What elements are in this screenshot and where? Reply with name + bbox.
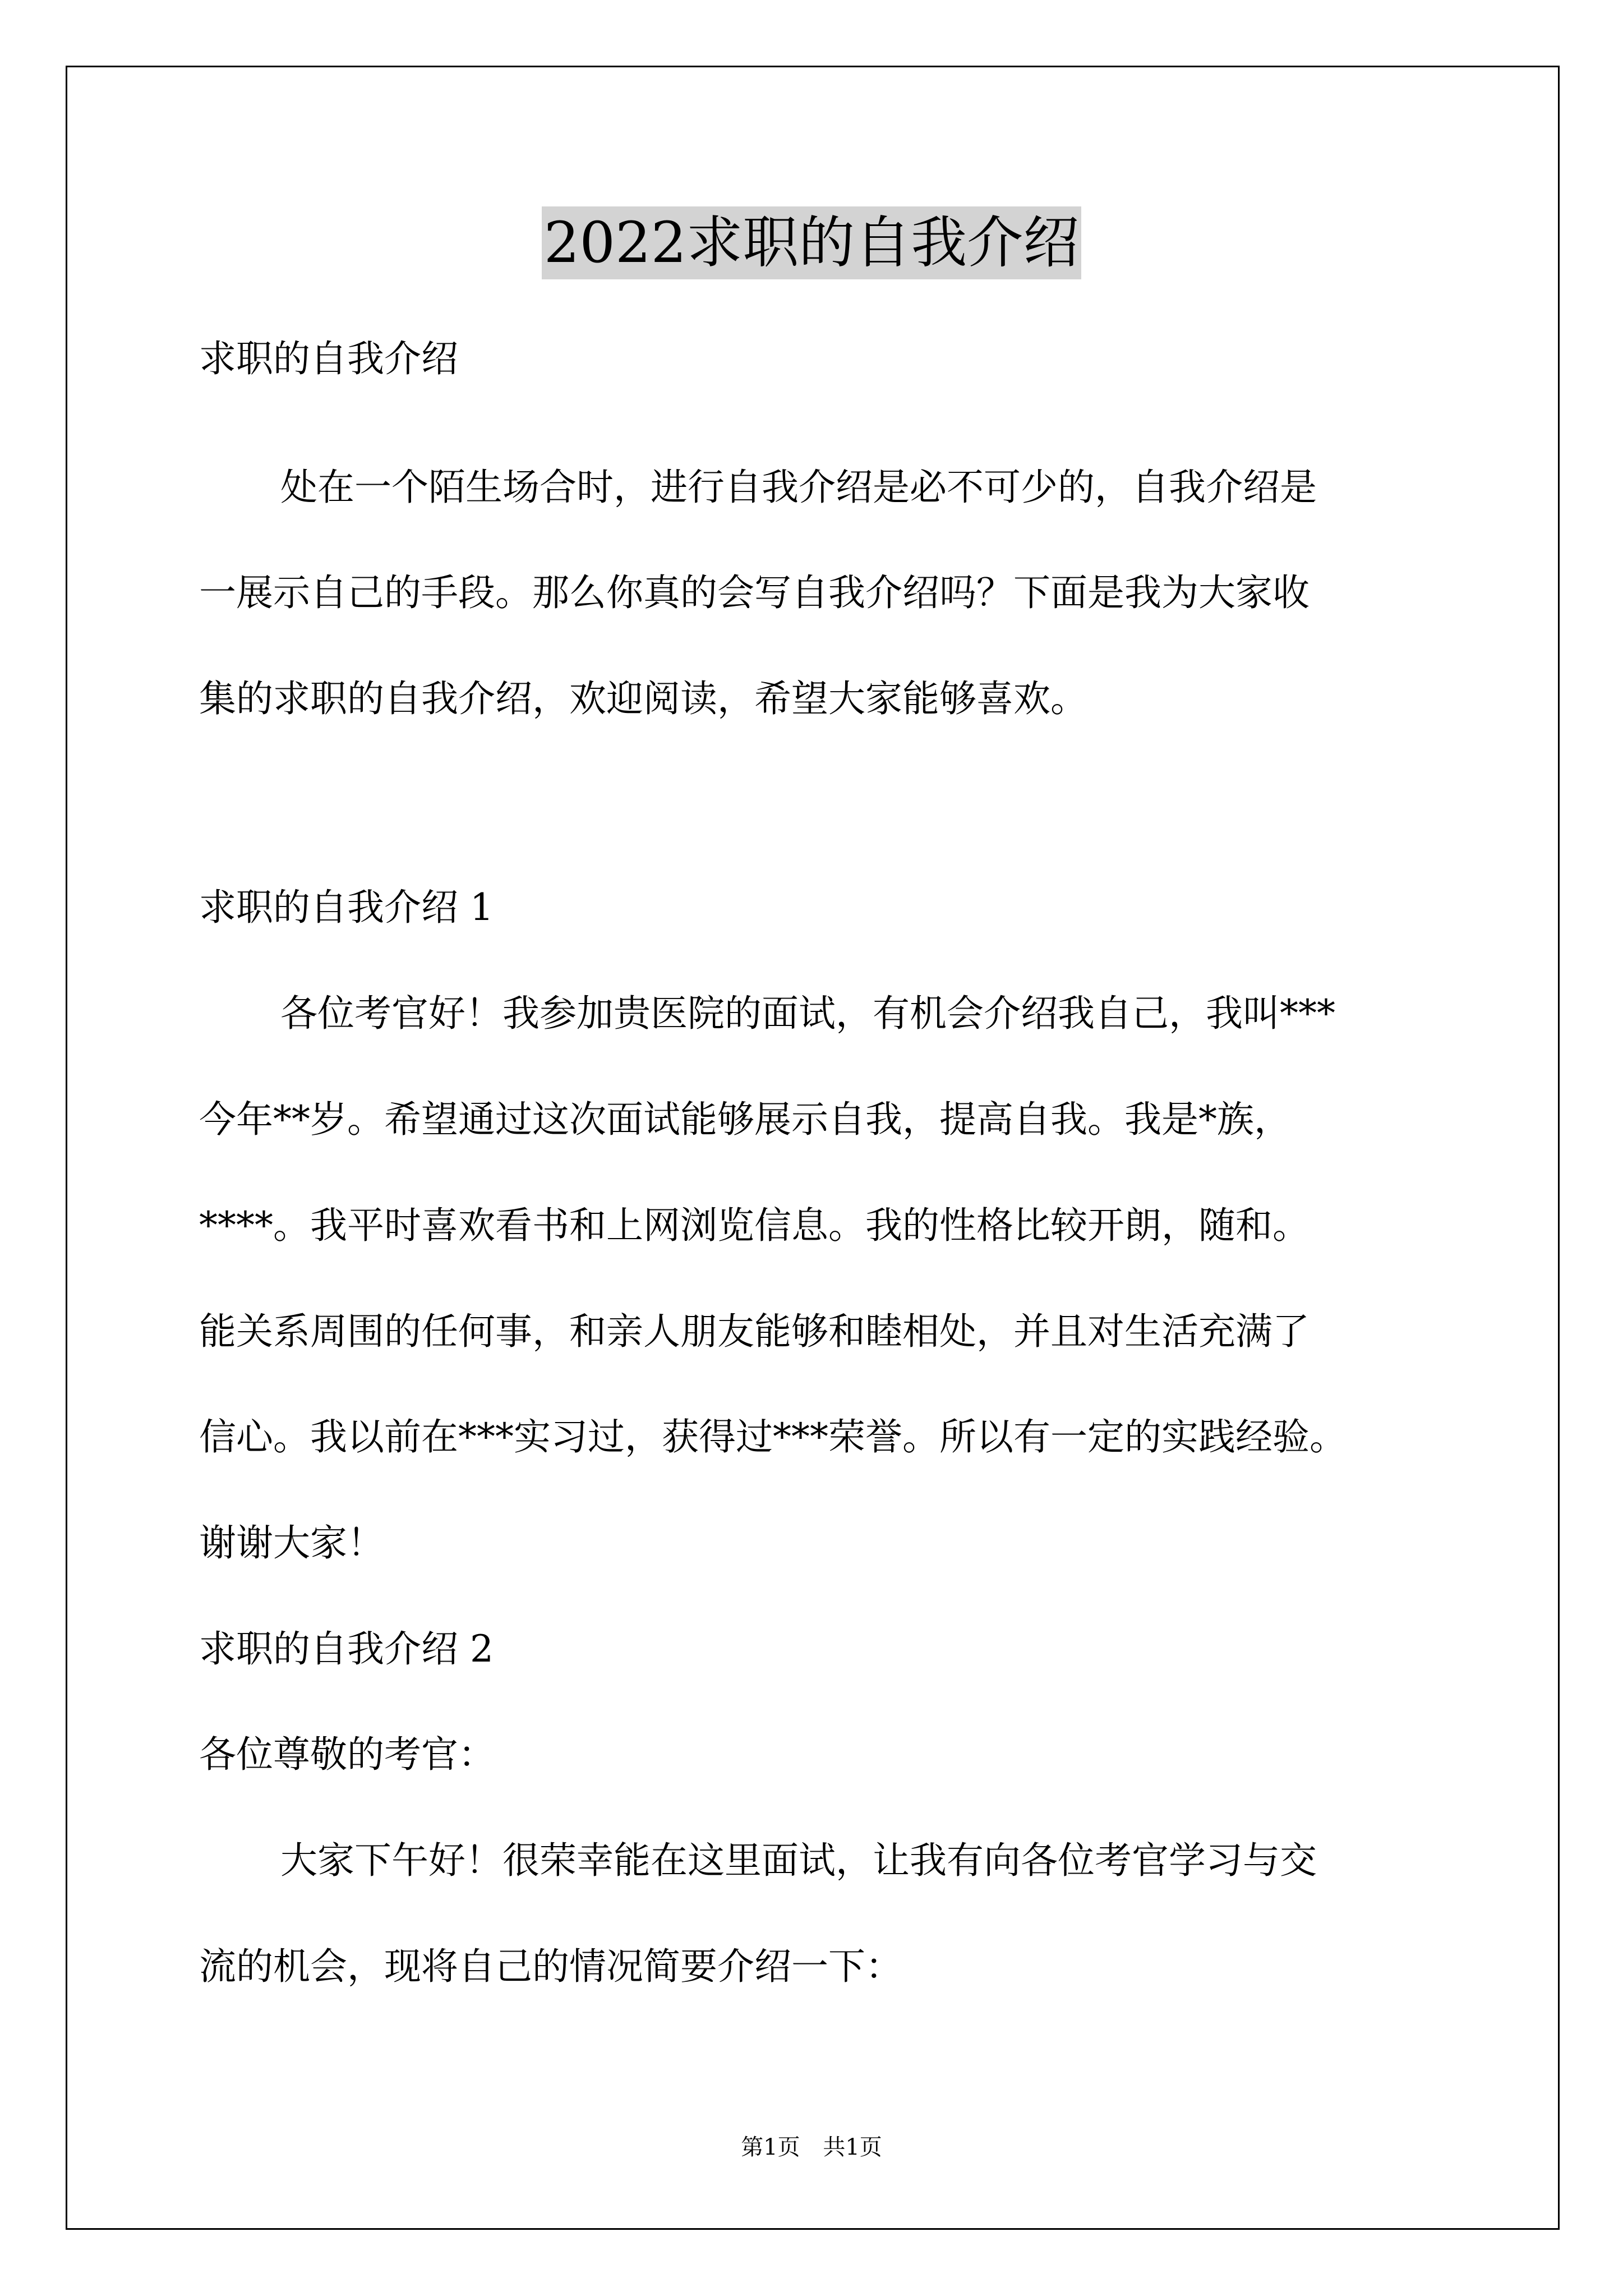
paragraph-line: 一展示自己的手段。那么你真的会写自我介绍吗？下面是我为大家收 — [199, 571, 1310, 614]
page-footer — [0, 2131, 1623, 2164]
section-heading: 求职的自我介绍 2 — [199, 1627, 494, 1671]
paragraph-line: 各位考官好！我参加贵医院的面试，有机会介绍我自己，我叫*** — [280, 992, 1335, 1035]
document-title-text: 2022求职的自我介绍 — [542, 206, 1082, 279]
paragraph-line: 谢谢大家！ — [199, 1521, 384, 1565]
section-heading: 求职的自我介绍 — [199, 337, 458, 380]
paragraph-line: 能关系周围的任何事，和亲人朋友能够和睦相处，并且对生活充满了 — [199, 1310, 1310, 1353]
paragraph-line: ****。我平时喜欢看书和上网浏览信息。我的性格比较开朗，随和。 — [199, 1204, 1310, 1247]
paragraph-line: 处在一个陌生场合时，进行自我介绍是必不可少的，自我介绍是 — [280, 466, 1317, 509]
paragraph-line: 集的求职的自我介绍，欢迎阅读，希望大家能够喜欢。 — [199, 677, 1087, 720]
document-title — [0, 206, 1623, 279]
page-border — [66, 66, 1560, 2230]
section-heading: 求职的自我介绍 1 — [199, 886, 494, 929]
paragraph-line: 大家下午好！很荣幸能在这里面试，让我有向各位考官学习与交 — [280, 1839, 1317, 1882]
paragraph-line: 流的机会，现将自己的情况简要介绍一下： — [199, 1945, 902, 1988]
page-number: 第1页 — [741, 2134, 800, 2160]
paragraph-line: 各位尊敬的考官： — [199, 1733, 495, 1776]
paragraph-line: 信心。我以前在***实习过，获得过***荣誉。所以有一定的实践经验。 — [199, 1415, 1347, 1458]
paragraph-line: 今年**岁。希望通过这次面试能够展示自我，提高自我。我是*族， — [199, 1098, 1291, 1141]
page-total: 共1页 — [823, 2134, 882, 2160]
